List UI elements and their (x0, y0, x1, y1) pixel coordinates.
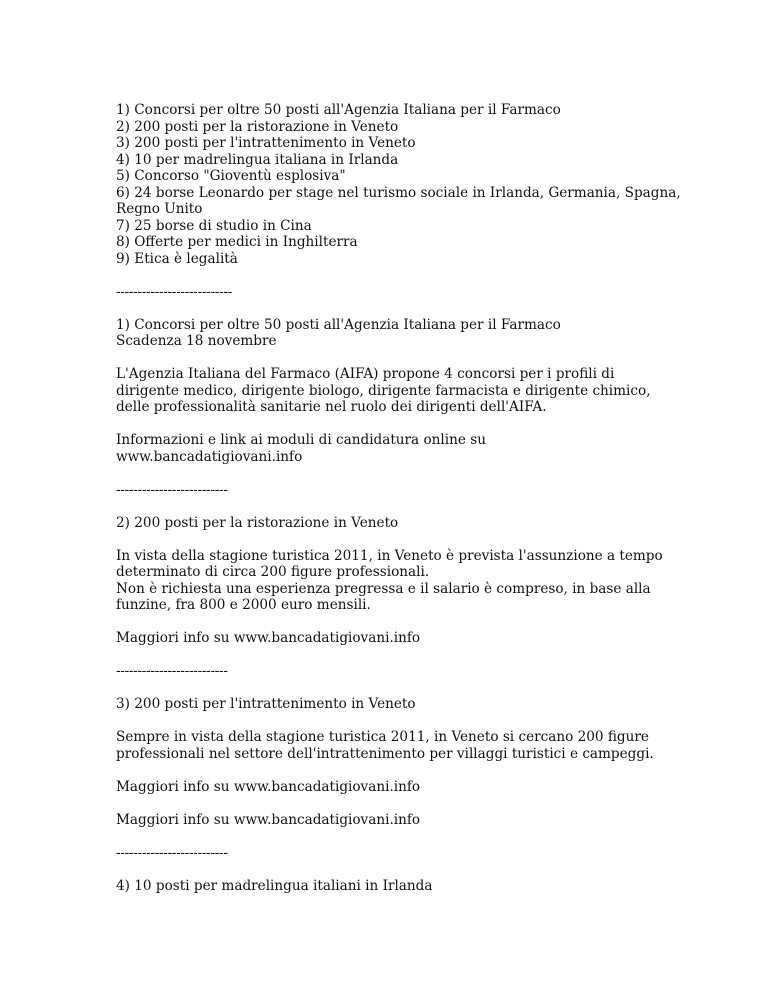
section-title: 2) 200 posti per la ristorazione in Veneto (116, 514, 399, 531)
index-item: Regno Unito (116, 201, 203, 217)
section-info-line: Maggiori info su www.bancadatigiovani.info (116, 778, 421, 795)
section-intrattenimento (116, 696, 676, 828)
separator: -------------------------- (116, 663, 228, 679)
document-page (116, 102, 681, 894)
section-body-line: funzine, fra 800 e 2000 euro mensili. (116, 597, 371, 613)
section-body-line: delle professionalità sanitarie nel ruolo dei dirigenti dell'AIFA. (116, 399, 547, 415)
section-body-line: Non è richiesta una esperienza pregressa e il salario è compreso, in base alla (116, 580, 651, 597)
section-info-line: Informazioni e link ai moduli di candidatura online su (116, 432, 486, 448)
section-body-line: Sempre in vista della stagione turistica 2011, in Veneto si cercano 200 figure (116, 729, 649, 745)
section-body-line: dirigente medico, dirigente biologo, dirigente farmacista e dirigente chimico, (116, 382, 651, 399)
section-info-line: Maggiori info su www.bancadatigiovani.info (116, 811, 421, 828)
separator: -------------------------- (116, 844, 228, 861)
section-body-line: In vista della stagione turistica 2011, in Veneto è prevista l'assunzione a tempo (116, 547, 663, 564)
section-title: 4) 10 posti per madrelingua italiani in Irlanda (116, 877, 433, 894)
section-aifa (116, 317, 676, 466)
section-body-line: professionali nel settore dell'intrattenimento per villaggi turistici e campeggi. (116, 745, 654, 762)
section-irlanda (116, 878, 676, 895)
section-title: 1) Concorsi per oltre 50 posti all'Agenzia Italiana per il Farmaco (116, 316, 561, 333)
index-item: 5) Concorso "Gioventù esplosiva" (116, 168, 346, 184)
index-item: 4) 10 per madrelingua italiana in Irlanda (116, 151, 399, 168)
section-info-link[interactable]: www.bancadatigiovani.info (116, 448, 303, 465)
index-item: 1) Concorsi per oltre 50 posti all'Agenzia Italiana per il Farmaco (116, 102, 561, 118)
index-item: 9) Etica è legalità (116, 250, 238, 267)
section-ristorazione (116, 515, 676, 647)
section-body-line: L'Agenzia Italiana del Farmaco (AIFA) propone 4 concorsi per i profili di (116, 366, 615, 382)
section-deadline: Scadenza 18 novembre (116, 333, 277, 349)
index-list (116, 102, 681, 267)
index-item: 7) 25 borse di studio in Cina (116, 217, 312, 234)
separator: -------------------------- (116, 481, 228, 498)
separator: --------------------------- (116, 283, 232, 300)
index-item: 8) Offerte per medici in Inghilterra (116, 234, 358, 250)
section-body-line: determinato di circa 200 figure professionali. (116, 564, 430, 580)
section-info-line: Maggiori info su www.bancadatigiovani.info (116, 630, 421, 646)
section-title: 3) 200 posti per l'intrattenimento in Veneto (116, 696, 416, 712)
index-item: 3) 200 posti per l'intrattenimento in Veneto (116, 135, 416, 151)
index-item: 6) 24 borse Leonardo per stage nel turismo sociale in Irlanda, Germania, Spagna, (116, 184, 681, 201)
index-item: 2) 200 posti per la ristorazione in Veneto (116, 118, 399, 135)
